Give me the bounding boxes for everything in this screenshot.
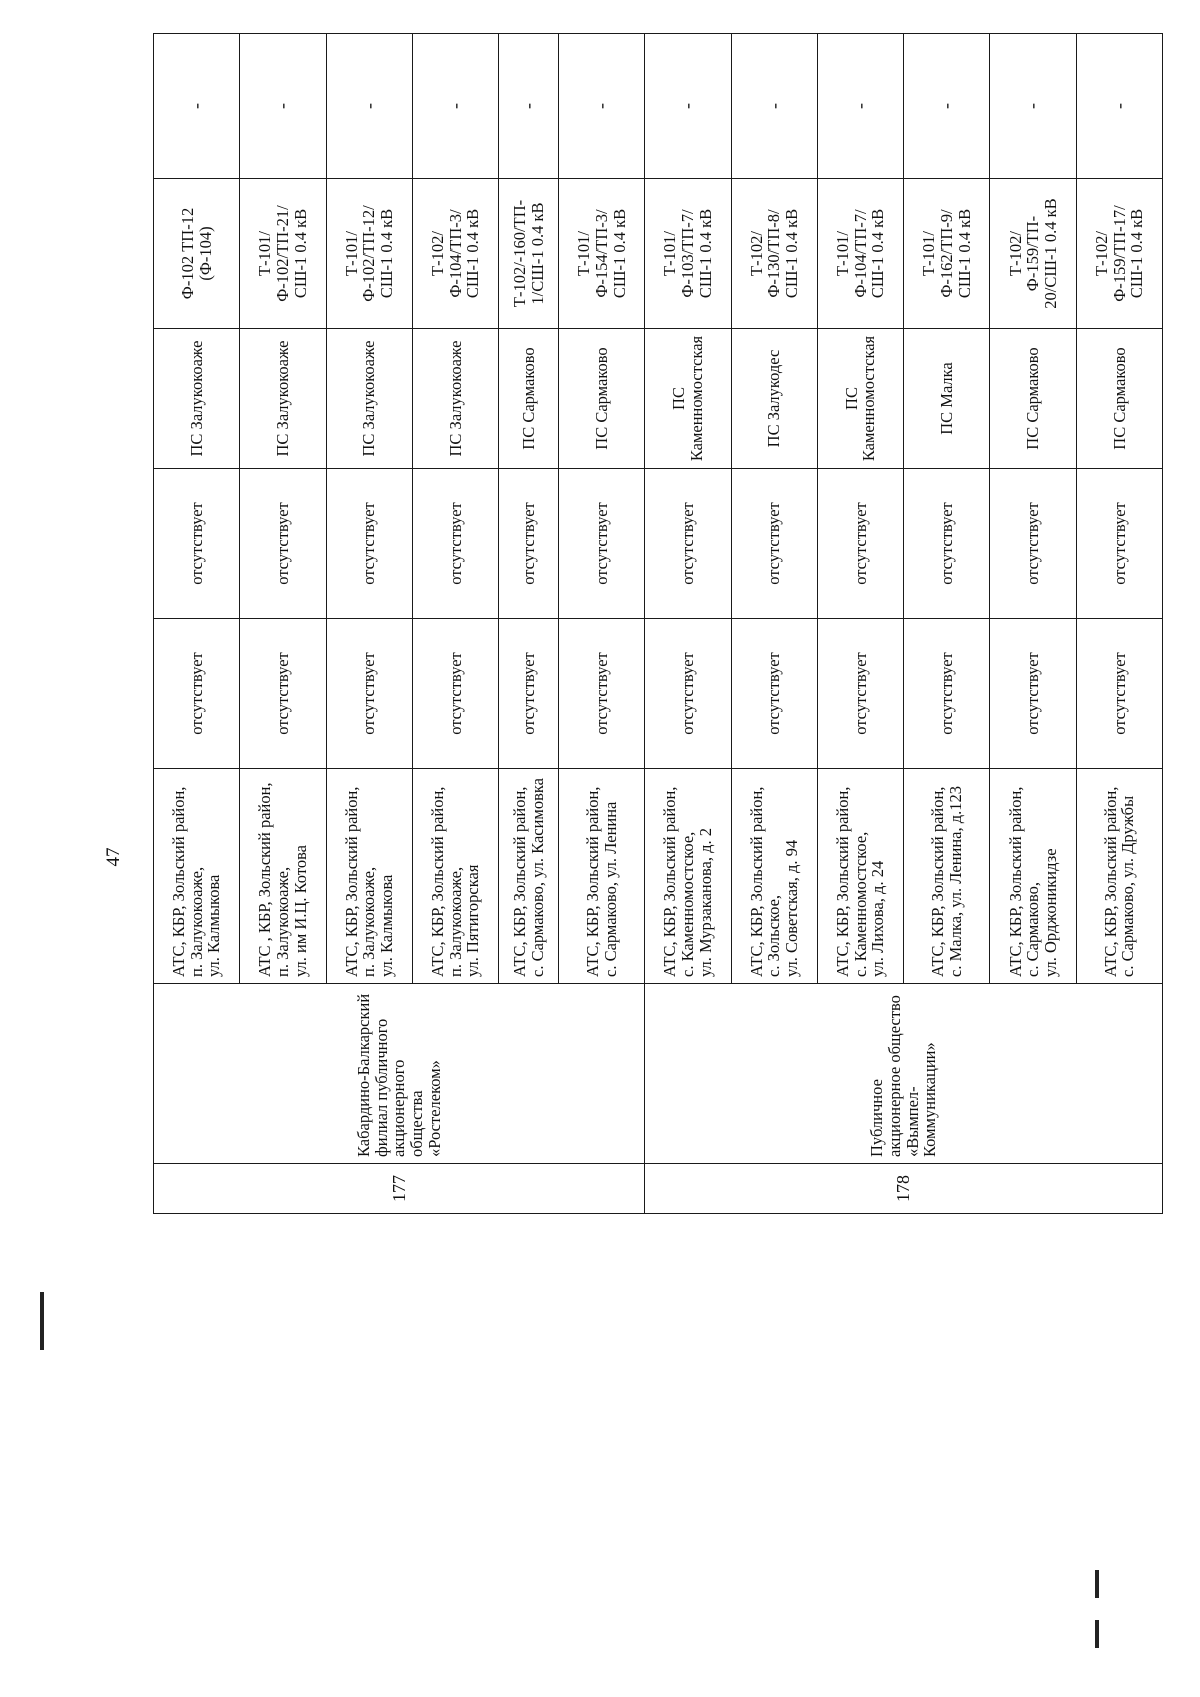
substation-line: ПС Сармаково (518, 347, 538, 450)
substation-line: Каменномостская (859, 335, 879, 462)
substation-cell (240, 329, 326, 469)
feeder-line: 1/СШ-1 0.4 кВ (527, 202, 547, 305)
scan-mark-bottom-right (1095, 1620, 1099, 1648)
address-line: п. Залукокоаже, (273, 866, 293, 977)
address-line: АТС, КБР, Зольский район, (746, 786, 766, 977)
feeder-cell (559, 179, 645, 329)
substation-cell (412, 329, 498, 469)
address-line: ул. Советская, д. 94 (782, 839, 802, 977)
feeder-line: Т-102/ (427, 231, 447, 276)
address-line: ул. Орджоникидзе (1040, 848, 1060, 977)
dash-cell: - (904, 34, 990, 179)
address-cell (326, 769, 412, 984)
address-line: АТС, КБР, Зольский район, (169, 786, 189, 977)
feeder-line: 20/СШ-1 0.4 кВ (1040, 198, 1060, 309)
substation-line: ПС (669, 387, 689, 410)
address-line: п. Залукокоаже, (445, 866, 465, 977)
substation-cell (499, 329, 559, 469)
status-cell: отсутствует (1076, 469, 1162, 619)
substation-cell (990, 329, 1076, 469)
address-cell (240, 769, 326, 984)
feeder-line: (Ф-104) (195, 226, 215, 281)
address-line: АТС, КБР, Зольский район, (427, 786, 447, 977)
organization-name: Кабардино-Балкарский филиал публичного акционерного общества «Ростелеком» (154, 984, 645, 1164)
feeder-line: Ф-162/ТП-9/ (936, 209, 956, 298)
feeder-line: Ф-102 ТП-12 (177, 207, 197, 300)
feeder-line: Т-102/ (1005, 231, 1025, 276)
status-cell: отсутствует (412, 469, 498, 619)
feeder-line: СШ-1 0.4 кВ (463, 208, 483, 299)
address-line: АТС, КБР, Зольский район, (928, 786, 948, 977)
address-line: АТС, КБР, Зольский район, (660, 786, 680, 977)
address-line: с. Сармаково, (1023, 881, 1043, 977)
address-line: АТС, КБР, Зольский район, (509, 786, 529, 977)
feeder-line: СШ-1 0.4 кВ (695, 208, 715, 299)
status-cell: отсутствует (499, 469, 559, 619)
dash-cell: - (499, 34, 559, 179)
address-cell (559, 769, 645, 984)
substation-line: ПС Залукокоаже (359, 340, 379, 457)
status-cell: отсутствует (990, 619, 1076, 769)
scan-mark-top (40, 1292, 44, 1350)
status-cell: отсутствует (904, 619, 990, 769)
feeder-cell (499, 179, 559, 329)
substation-cell (559, 329, 645, 469)
address-cell (412, 769, 498, 984)
status-cell: отсутствует (1076, 619, 1162, 769)
feeder-cell (904, 179, 990, 329)
address-line: ул. им И.Ц. Котова (290, 845, 310, 977)
feeder-cell (1076, 179, 1162, 329)
dash-cell: - (559, 34, 645, 179)
substation-line: ПС Залукокоаже (273, 340, 293, 457)
address-line: п. Залукокоаже, (359, 866, 379, 977)
feeder-cell (731, 179, 817, 329)
feeder-line: Ф-103/ТП-7/ (678, 209, 698, 298)
feeder-line: СШ-1 0.4 кВ (868, 208, 888, 299)
address-cell (731, 769, 817, 984)
feeder-cell (990, 179, 1076, 329)
feeder-line: СШ-1 0.4 кВ (1127, 208, 1147, 299)
feeder-line: Ф-102/ТП-21/ (273, 205, 293, 302)
substation-line: ПС Залукокоаже (186, 340, 206, 457)
address-line: с. Малка, ул. Ленина, д.123 (945, 785, 965, 977)
feeder-cell (817, 179, 903, 329)
status-cell: отсутствует (731, 469, 817, 619)
status-cell: отсутствует (990, 469, 1076, 619)
feeder-line: Т-101/ (574, 231, 594, 276)
status-cell: отсутствует (645, 619, 731, 769)
substation-line: ПС Малка (936, 362, 956, 435)
row-number: 178 (645, 1164, 1163, 1214)
address-line: АТС, КБР, Зольский район, (833, 786, 853, 977)
status-cell: отсутствует (326, 619, 412, 769)
feeder-line: СШ-1 0.4 кВ (609, 208, 629, 299)
dash-cell: - (1076, 34, 1162, 179)
feeder-line: Ф-104/ТП-3/ (445, 209, 465, 298)
address-cell (1076, 769, 1162, 984)
feeder-line: СШ-1 0.4 кВ (954, 208, 974, 299)
substation-cell (904, 329, 990, 469)
address-line: ул. Мурзаканова, д. 2 (695, 827, 715, 977)
feeder-line: Т-102/-160/ТП- (509, 199, 529, 308)
register-table (153, 33, 1163, 1214)
table-row (154, 34, 240, 1214)
organization-name: Публичное акционерное общество «Вымпел-Коммуникации» (645, 984, 1163, 1164)
substation-cell (154, 329, 240, 469)
substation-line: ПС Сармаково (591, 347, 611, 450)
address-cell (499, 769, 559, 984)
status-cell: отсутствует (240, 619, 326, 769)
status-cell: отсутствует (240, 469, 326, 619)
page-number: 47 (103, 847, 124, 867)
address-cell (154, 769, 240, 984)
status-cell: отсутствует (904, 469, 990, 619)
substation-line: ПС Залукокоаже (445, 340, 465, 457)
address-cell (817, 769, 903, 984)
address-line: АТС, КБР, Зольский район, (583, 786, 603, 977)
feeder-cell (645, 179, 731, 329)
status-cell: отсутствует (559, 619, 645, 769)
feeder-line: Т-102/ (746, 231, 766, 276)
status-cell: отсутствует (499, 619, 559, 769)
dash-cell: - (412, 34, 498, 179)
address-line: с. Каменномостское, (850, 831, 870, 977)
feeder-cell (154, 179, 240, 329)
address-cell (904, 769, 990, 984)
status-cell: отсутствует (154, 619, 240, 769)
feeder-line: СШ-1 0.4 кВ (290, 208, 310, 299)
feeder-line: Т-101/ (341, 231, 361, 276)
dash-cell: - (326, 34, 412, 179)
feeder-line: Ф-159/ТП-17/ (1109, 205, 1129, 302)
feeder-cell (326, 179, 412, 329)
substation-cell (817, 329, 903, 469)
feeder-line: Т-101/ (919, 231, 939, 276)
feeder-line: Т-102/ (1091, 231, 1111, 276)
status-cell: отсутствует (412, 619, 498, 769)
substation-cell (1076, 329, 1162, 469)
status-cell: отсутствует (645, 469, 731, 619)
substation-line: ПС Сармаково (1023, 347, 1043, 450)
address-line: АТС, КБР, Зольский район, (1005, 786, 1025, 977)
feeder-line: Ф-154/ТП-3/ (591, 209, 611, 298)
dash-cell: - (731, 34, 817, 179)
address-line: АТС, КБР, Зольский район, (1100, 786, 1120, 977)
feeder-line: Ф-130/ТП-8/ (764, 209, 784, 298)
feeder-line: Ф-104/ТП-7/ (850, 209, 870, 298)
status-cell: отсутствует (559, 469, 645, 619)
scan-mark-bottom-left (1095, 1570, 1099, 1598)
dash-cell: - (240, 34, 326, 179)
dash-cell: - (817, 34, 903, 179)
feeder-line: СШ-1 0.4 кВ (782, 208, 802, 299)
dash-cell: - (645, 34, 731, 179)
address-line: ул. Калмыкова (204, 874, 224, 977)
feeder-line: Ф-159/ТП- (1023, 215, 1043, 292)
substation-cell (731, 329, 817, 469)
feeder-line: СШ-1 0.4 кВ (376, 208, 396, 299)
substation-line: ПС (841, 387, 861, 410)
feeder-line: Ф-102/ТП-12/ (359, 205, 379, 302)
status-cell: отсутствует (326, 469, 412, 619)
status-cell: отсутствует (154, 469, 240, 619)
status-cell: отсутствует (731, 619, 817, 769)
address-line: п. Залукокоаже, (186, 866, 206, 977)
feeder-line: Т-101/ (660, 231, 680, 276)
address-line: с. Сармаково, ул. Касимовка (527, 777, 547, 977)
substation-cell (326, 329, 412, 469)
rotated-document (153, 103, 1200, 1214)
address-cell (645, 769, 731, 984)
address-line: ул. Лихова, д. 24 (868, 860, 888, 977)
address-line: с. Сармаково, ул. Ленина (600, 801, 620, 977)
feeder-cell (412, 179, 498, 329)
table-row (645, 34, 731, 1214)
substation-line: ПС Сармаково (1109, 347, 1129, 450)
status-cell: отсутствует (817, 469, 903, 619)
address-line: АТС , КБР, Зольский район, (255, 782, 275, 977)
substation-line: ПС Залукодес (764, 349, 784, 448)
feeder-line: Т-101/ (833, 231, 853, 276)
address-line: АТС, КБР, Зольский район, (341, 786, 361, 977)
address-line: с. Зольское, (764, 894, 784, 977)
address-cell (990, 769, 1076, 984)
feeder-cell (240, 179, 326, 329)
address-line: ул. Пятигорская (463, 864, 483, 977)
substation-line: Каменномостская (686, 335, 706, 462)
address-line: с. Каменномостское, (678, 831, 698, 977)
address-line: ул. Калмыкова (376, 874, 396, 977)
substation-cell (645, 329, 731, 469)
dash-cell: - (990, 34, 1076, 179)
feeder-line: Т-101/ (255, 231, 275, 276)
status-cell: отсутствует (817, 619, 903, 769)
address-line: с. Сармаково, ул. Дружбы (1118, 795, 1138, 977)
row-number: 177 (154, 1164, 645, 1214)
dash-cell: - (154, 34, 240, 179)
